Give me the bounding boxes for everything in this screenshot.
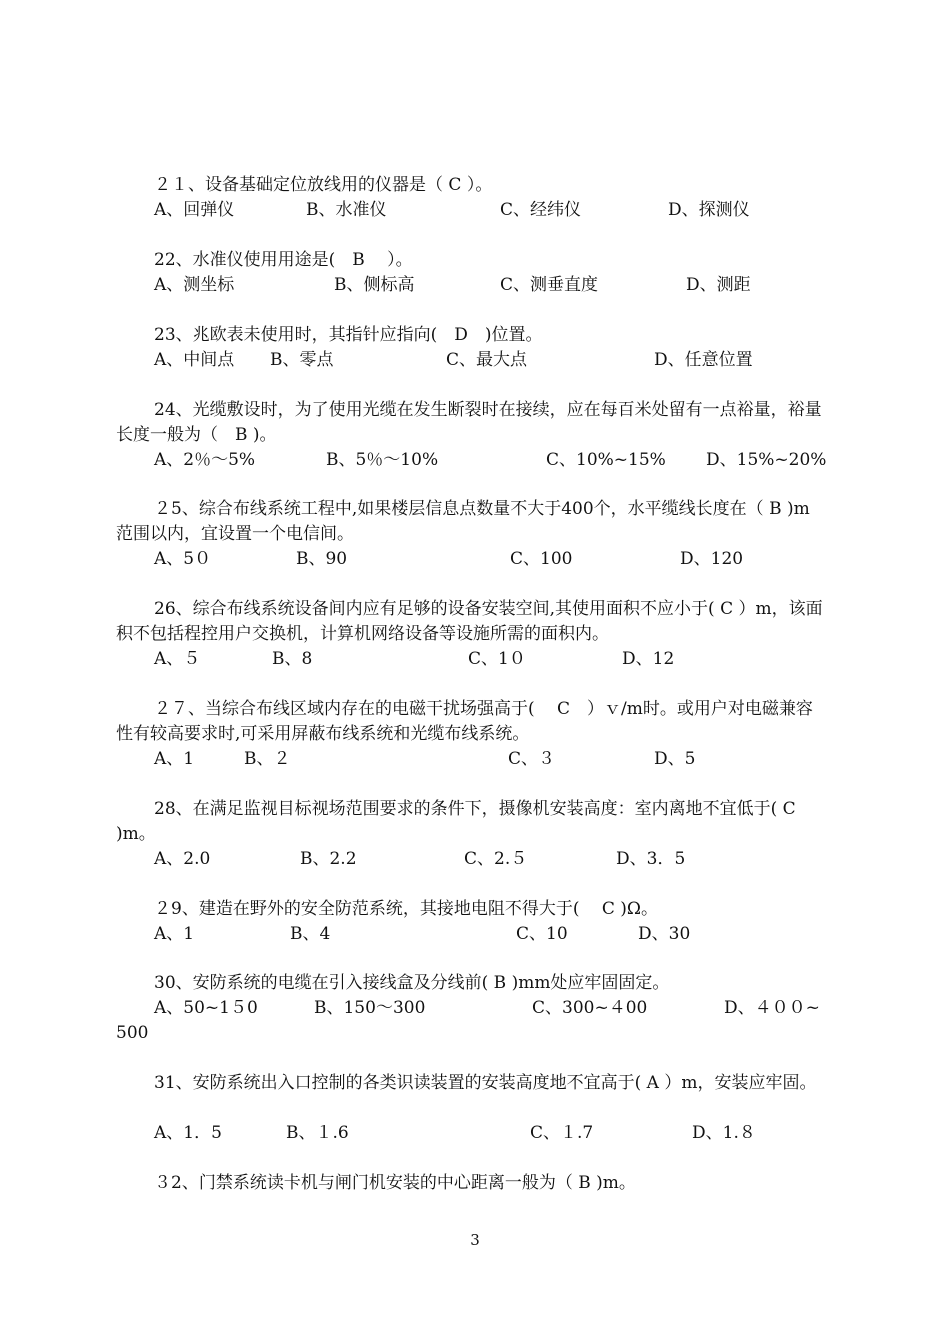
question-stem: 26、综合布线系统设备间内应有足够的设备安装空间,其使用面积不应小于( C ）m，该面积不包括程控用户交换机，计算机网络设备等设施所需的面积内。 bbox=[116, 599, 823, 644]
option-a: A、测坐标 bbox=[154, 275, 235, 295]
option-row bbox=[0, 448, 950, 473]
option-a: A、1．5 bbox=[154, 1123, 222, 1143]
option-row bbox=[0, 996, 950, 1021]
option-a: A、5０ bbox=[154, 549, 212, 569]
question-stem: ２１、设备基础定位放线用的仪器是（ C ）。 bbox=[154, 175, 493, 195]
option-d: D、30 bbox=[638, 924, 691, 944]
option-row bbox=[0, 273, 950, 298]
option-c: C、1０ bbox=[468, 649, 526, 669]
option-d: D、４００~ bbox=[724, 998, 820, 1018]
question-stem: ２9、建造在野外的安全防范系统，其接地电阻不得大于( C )Ω。 bbox=[154, 899, 658, 919]
option-a: A、50~1５0 bbox=[154, 998, 258, 1018]
option-b: B、零点 bbox=[270, 350, 334, 370]
option-c: C、经纬仪 bbox=[500, 200, 582, 220]
option-row bbox=[0, 747, 950, 772]
option-d: D、3．5 bbox=[616, 849, 686, 869]
option-row bbox=[0, 1121, 950, 1146]
option-b: B、5％～10% bbox=[326, 450, 439, 470]
option-d: D、测距 bbox=[686, 275, 751, 295]
page-number: 3 bbox=[470, 1231, 480, 1249]
question-stem: ３2、门禁系统读卡机与闸门机安装的中心距离一般为（ B )m。 bbox=[154, 1173, 636, 1193]
question-stem: 30、安防系统的电缆在引入接线盒及分线前( B )mm处应牢固固定。 bbox=[154, 973, 670, 993]
option-c: C、10%~15% bbox=[546, 450, 666, 470]
option-a: A、1 bbox=[154, 749, 195, 769]
option-overflow-row bbox=[0, 1021, 950, 1046]
option-b: B、１.6 bbox=[286, 1123, 349, 1143]
question-stem: 24、光缆敷设时，为了使用光缆在发生断裂时在接续，应在每百米处留有一点裕量，裕量长度一般为（ B )。 bbox=[116, 400, 822, 445]
option-b: B、2.2 bbox=[300, 849, 357, 869]
option-a: A、2.0 bbox=[154, 849, 211, 869]
option-d: D、12 bbox=[622, 649, 675, 669]
option-d-continued: 500 bbox=[116, 1023, 149, 1043]
option-a: A、５ bbox=[154, 649, 201, 669]
option-c: C、300~４00 bbox=[532, 998, 648, 1018]
option-c: C、１.7 bbox=[530, 1123, 594, 1143]
option-c: C、３ bbox=[508, 749, 556, 769]
option-b: B、水准仪 bbox=[306, 200, 387, 220]
option-c: C、10 bbox=[516, 924, 568, 944]
option-c: C、测垂直度 bbox=[500, 275, 599, 295]
option-d: D、任意位置 bbox=[654, 350, 753, 370]
option-d: D、120 bbox=[680, 549, 744, 569]
option-row bbox=[0, 922, 950, 947]
option-d: D、探测仪 bbox=[668, 200, 750, 220]
question-stem: 23、兆欧表未使用时，其指针应指向( D )位置。 bbox=[154, 325, 543, 345]
option-d: D、15%~20% bbox=[706, 450, 827, 470]
question-stem: 22、水准仪使用用途是( B ）。 bbox=[154, 250, 413, 270]
option-a: A、2％～5% bbox=[154, 450, 256, 470]
option-a: A、中间点 bbox=[154, 350, 235, 370]
option-row bbox=[0, 847, 950, 872]
option-row bbox=[0, 647, 950, 672]
question-stem: ２5、综合布线系统工程中,如果楼层信息点数量不大于400个，水平缆线长度在（ B )m范围以内，宜设置一个电信间。 bbox=[116, 499, 810, 544]
option-c: C、2.５ bbox=[464, 849, 528, 869]
option-b: B、２ bbox=[244, 749, 291, 769]
option-b: B、侧标高 bbox=[334, 275, 415, 295]
option-row bbox=[0, 198, 950, 223]
option-c: C、最大点 bbox=[446, 350, 528, 370]
option-b: B、150～300 bbox=[314, 998, 426, 1018]
option-b: B、8 bbox=[272, 649, 313, 669]
question-stem: ２７、当综合布线区域内存在的电磁干扰场强高于( C ）ｖ/m时。或用户对电磁兼容性有较高要求时,可采用屏蔽布线系统和光缆布线系统。 bbox=[116, 699, 813, 744]
option-a: A、回弹仪 bbox=[154, 200, 235, 220]
option-d: D、1.８ bbox=[692, 1123, 756, 1143]
option-row bbox=[0, 348, 950, 373]
option-row bbox=[0, 547, 950, 572]
question-stem: 31、安防系统出入口控制的各类识读装置的安装高度地不宜高于( A ）m，安装应牢固。 bbox=[154, 1073, 817, 1093]
option-d: D、5 bbox=[654, 749, 696, 769]
option-a: A、1 bbox=[154, 924, 195, 944]
option-b: B、4 bbox=[290, 924, 331, 944]
question-stem: 28、在满足监视目标视场范围要求的条件下，摄像机安装高度：室内离地不宜低于( C )m。 bbox=[116, 799, 796, 844]
option-c: C、100 bbox=[510, 549, 573, 569]
option-b: B、90 bbox=[296, 549, 348, 569]
